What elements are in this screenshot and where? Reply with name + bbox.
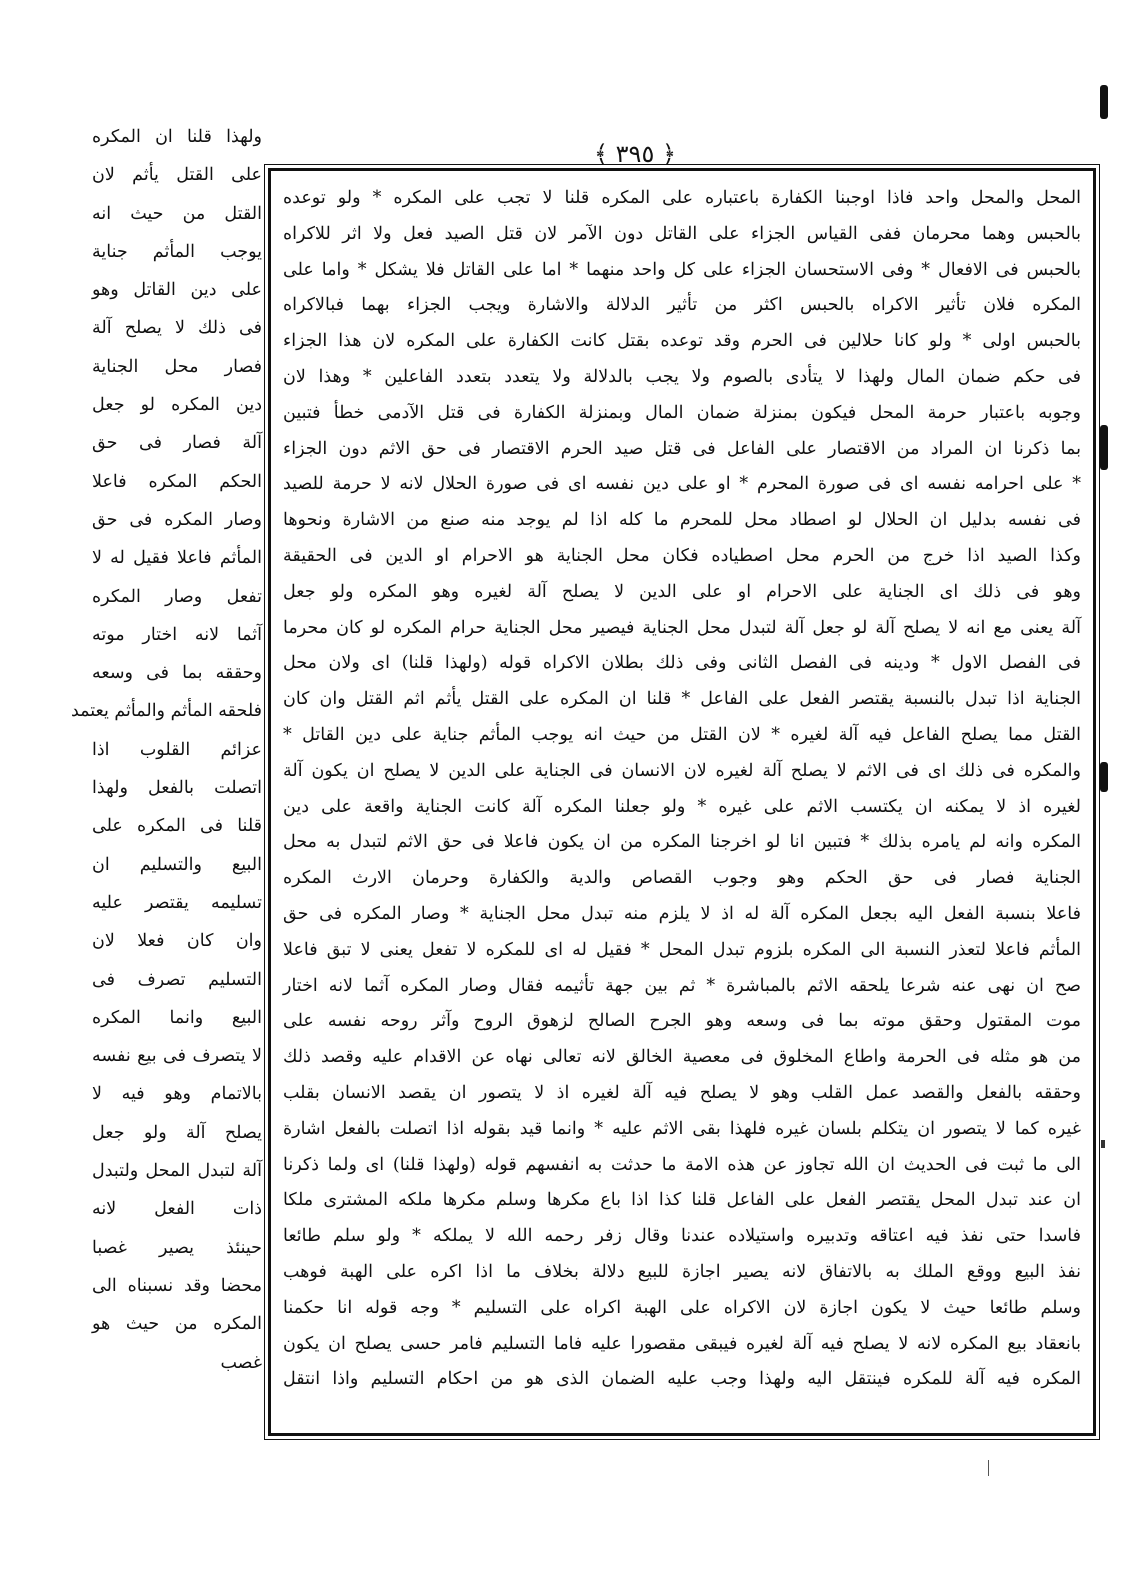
main-text-line: وحققه بالفعل والقصد عمل القلب وهو لا يصلح فيه آلة لغيره اذ لا يتصور ان يقصد الانسان بقلب (283, 1082, 1081, 1103)
main-text-line: بما ذكرنا ان المراد من الاقتصار على الفاعل فى قتل صيد الحرم الاقتصار فى حق الاثم دون الجزاء (283, 438, 1081, 459)
main-text-line: المأثم فاعلا لتعذر النسبة الى المكره بلزوم تبدل المحل * فقيل له اى للمكره لا تفعل يعنى لا تبق فاعلا (283, 939, 1081, 960)
margin-text-line: على القتل يأثم لان (92, 165, 262, 186)
main-text-line: المكره وانه لم يامره بذلك * فتبين انا لو اخرجنا المكره من ان يكون فاعلا فى حق الاثم لتبدل به محل (283, 832, 1081, 853)
main-text-line: غيره كما لا يتصور ان يتكلم بلسان غيره فلهذا بقى الاثم عليه * وانما قيد بقوله اذا اتصلت بالفعل اشارة (283, 1118, 1081, 1139)
edge-ink-tick (988, 1460, 989, 1476)
margin-commentary (70, 118, 262, 1382)
margin-text-line: فلحقه المأثم والمأثم يعتمد (70, 701, 262, 722)
main-text-line: فى حكم ضمان المال ولهذا لا يتأدى بالصوم ولا يجب بالدلالة ولا يتعدد بتعدد الفاعلين * وهذا لان (283, 366, 1081, 387)
main-text-line: الجناية فصار فى حق الحكم وهو وجوب القصاص والدية والكفارة وحرمان الارث المكره (283, 868, 1081, 889)
main-text-line: فاسدا حتى نفذ فيه اعتاقه وتدبيره واستيلاده عندنا وقال زفر رحمه الله لا يملكه * ولو سلم طائعا (283, 1226, 1081, 1247)
margin-text-line: ولهذا قلنا ان المكره (92, 127, 262, 147)
margin-text-line: عزائم القلوب اذا (92, 739, 262, 760)
main-text-line: المكره فلان تأثير الاكراه بالحبس اكثر من تأثير الدلالة والاشارة ويجب الجزاء بهما فبالاكراه (283, 295, 1081, 316)
margin-text-line: غصب (220, 1352, 262, 1373)
margin-text-line: تفعل وصار المكره (92, 586, 262, 607)
main-text-line: بالحبس فى الافعال * وفى الاستحسان الجزاء على كل واحد منهما * اما على القاتل فلا يشكل * واما على (283, 259, 1081, 280)
margin-text-line: محضا وقد نسبناه الى (92, 1275, 262, 1296)
margin-text-line: وحققه بما فى وسعه (92, 663, 262, 684)
main-text-line: موت المقتول وحقق موته بما فى وسعه وهو الجرح الصالح لزهوق الروح وآثر روحه نفسه على (283, 1011, 1081, 1032)
margin-text-line: المكره من حيث هو (92, 1314, 262, 1335)
margin-text-line: بالاتمام وهو فيه لا (92, 1084, 262, 1105)
margin-text-line: دين المكره لو جعل (92, 395, 262, 416)
margin-text-line: آلة فصار فى حق (92, 433, 262, 454)
edge-ink-dot (1101, 1140, 1105, 1148)
main-text-line: القتل مما يصلح الفاعل فيه آلة لغيره * لان القتل من حيث انه يوجب المأثم جناية على دين القاتل * (283, 724, 1081, 745)
margin-text-line: يوجب المأثم جناية (92, 241, 262, 262)
main-text-line: المحل والمحل واحد فاذا اوجبنا الكفارة باعتباره على المكره قلنا لا تجب على المكره * ولو توعده (283, 188, 1081, 208)
main-text-line: وسلم طائعا حيث لا يكون اجازة لان الاكراه على الهبة اكراه على التسليم * وجه قوله انا حكمنا (283, 1297, 1081, 1318)
margin-text-line: القتل من حيث انه (92, 203, 262, 224)
main-text-frame (268, 168, 1096, 1436)
margin-text-line: ذات الفعل لانه (92, 1199, 262, 1220)
main-text-line: آلة يعنى مع انه لا يصلح آلة لو جعل آلة لتبدل محل الجناية فيصير محل الجناية حرام المكره لو كان محرما (283, 617, 1081, 638)
margin-text-line: فى ذلك لا يصلح آلة (92, 318, 262, 339)
main-text-line: المكره فيه آلة للمكره فينتقل اليه ولهذا وجب عليه الضمان الذى هو من احكام التسليم واذا انتقل (283, 1369, 1081, 1390)
margin-text-line: على دين القاتل وهو (92, 280, 262, 301)
margin-text-line: المأثم فاعلا فقيل له لا (92, 548, 262, 569)
margin-text-line: حينئذ يصير غصبا (92, 1237, 262, 1258)
margin-text-line: اتصلت بالفعل ولهذا (92, 778, 262, 799)
main-text-line: من هو مثله فى الحرمة واطاع المخلوق فى معصية الخالق لانه تعالى نهاه عن الاقدام عليه وقصد ذلك (283, 1047, 1081, 1068)
main-text-line: فاعلا بنسبة الفعل اليه بجعل المكره آلة له اذ لا يلزم منه تبدل محل الجناية * وصار المكره فى حق (283, 903, 1081, 924)
margin-text-line: لا يتصرف فى بيع نفسه (92, 1046, 262, 1067)
main-text-line: الجناية اذا تبدل بالنسبة يقتصر الفعل على الفاعل * قلنا ان المكره على القتل يأثم اثم القتل وان كان (283, 689, 1081, 710)
margin-text-line: يصلح آلة ولو جعل (92, 1122, 262, 1143)
margin-text-line: آثما لانه اختار موته (92, 624, 262, 645)
main-text-line: بانعقاد بيع المكره لانه لا يصلح فيه آلة لغيره فيبقى مقصورا عليه فاما التسليم فامر حسى يصلح ان يكون (283, 1333, 1081, 1354)
main-text-line: صح ان نهى عنه شرعا يلحقه الاثم بالمباشرة * ثم بين جهة تأثيمه فقال وصار المكره آثما لانه اختار (283, 975, 1081, 996)
main-text-line: بالحبس اولى * ولو كانا حلالين فى الحرم وقد توعده بقتل كانت الكفارة على المكره لان هذا الجزاء (283, 331, 1081, 352)
main-text-line: فى نفسه بدليل ان الحلال لو اصطاد محل للمحرم ما كله اذا لم يوجد منه صنع من الاشارة ونحوها (283, 510, 1081, 531)
margin-text-line: وان كان فعلا لان (92, 931, 262, 952)
margin-text-line: البيع والتسليم ان (92, 854, 262, 875)
margin-text-line: الحكم المكره فاعلا (92, 471, 262, 492)
main-text-line: وهو فى ذلك اى الجناية على الاحرام او على الدين لا يصلح آلة لغيره وهو المكره ولو جعل (283, 581, 1081, 602)
edge-ink-mark (1100, 85, 1108, 119)
page-number: ﴿ ٣٩٥ ﴾ (593, 140, 677, 168)
main-text-line: نفذ البيع ووقع الملك به بالاتفاق لانه يصير اجازة للبيع دلالة بخلاف ما اذا اكره على الهبة فوهب (283, 1261, 1081, 1282)
margin-text-line: البيع وانما المكره (92, 1007, 262, 1028)
margin-text-line: وصار المكره فى حق (92, 509, 262, 530)
main-text-line: الى ما ثبت فى الحديث ان الله تجاوز عن هذه الامة ما حدثت به انفسهم قوله (ولهذا قلنا) اى ولما ذكرنا (283, 1154, 1081, 1175)
edge-ink-mark (1100, 762, 1108, 792)
margin-text-line: آلة لتبدل المحل ولتبدل (92, 1161, 262, 1182)
margin-text-line: قلنا فى المكره على (92, 816, 262, 837)
main-text-line: والمكره فى ذلك اى فى الاثم لا يصلح آلة لغيره لان الانسان فى الجناية على الدين لا يصلح ان يكون آلة (283, 760, 1081, 781)
main-text-line: * على احرامه نفسه اى فى صورة المحرم * او على دين نفسه اى فى صورة الحلال لانه لا حرمة للصيد (283, 474, 1081, 495)
main-text-line: لغيره اذ لا يمكنه ان يكتسب الاثم على غيره * ولو جعلنا المكره آلة كانت الجناية واقعة على دين (283, 796, 1081, 817)
margin-text-line: التسليم تصرف فى (92, 969, 262, 990)
margin-text-line: تسليمه يقتصر عليه (92, 892, 262, 913)
margin-text-line: فصار محل الجناية (92, 356, 262, 377)
main-text-line: ان عند تبدل المحل يقتصر الفعل على الفاعل قلنا كذا اذا باع مكرها وسلم مكرها ملكه المشترى ملكا (283, 1190, 1081, 1211)
main-text-line: وجوبه باعتبار حرمة المحل فيكون بمنزلة ضمان المال وبمنزلة الكفارة فى قتل الآدمى خطأ فتبين (283, 402, 1081, 423)
main-text-line: بالحبس وهما محرمان ففى القياس الجزاء على القاتل دون الآمر لان قتل الصيد فعل ولا اثر للاكراه (283, 223, 1081, 244)
edge-ink-mark (1100, 425, 1108, 470)
main-text-line: فى الفصل الاول * ودينه فى الفصل الثانى وفى ذلك بطلان الاكراه قوله (ولهذا قلنا) اى ولان محل (283, 653, 1081, 674)
main-text-line: وكذا الصيد اذا خرج من الحرم محل اصطياده فكان محل الجناية هو الاحرام او الدين فى الحقيقة (283, 545, 1081, 566)
